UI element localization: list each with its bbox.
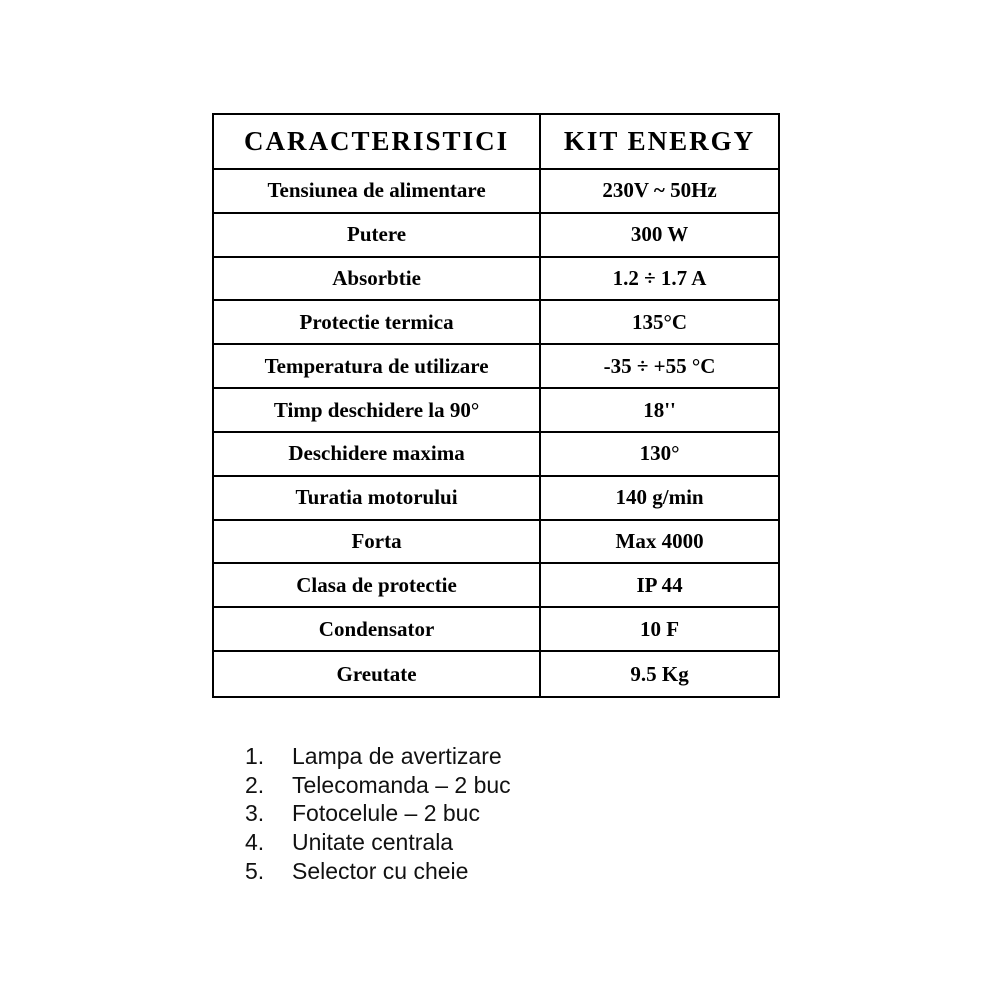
table-header-caracteristici: CARACTERISTICI bbox=[214, 115, 541, 170]
table-row-value: 9.5 Kg bbox=[630, 661, 689, 686]
table-row-label: Condensator bbox=[214, 608, 541, 652]
table-row-label: Absorbtie bbox=[214, 258, 541, 302]
table-row-label: Deschidere maxima bbox=[214, 433, 541, 477]
table-row-label: Protectie termica bbox=[214, 301, 541, 345]
table-header-kit-energy: KIT ENERGY bbox=[541, 115, 778, 170]
table-row-value: 300 W bbox=[541, 214, 778, 258]
list-item-number: 2. bbox=[245, 771, 265, 798]
table-row-label: Tensiunea de alimentare bbox=[214, 170, 541, 214]
table-row-label: Clasa de protectie bbox=[214, 564, 541, 608]
table-row-label: Temperatura de utilizare bbox=[214, 345, 541, 389]
list-item bbox=[245, 800, 511, 829]
list-item-text: Lampa de avertizare bbox=[292, 742, 502, 769]
list-item-text: Unitate centrala bbox=[292, 829, 454, 856]
list-item bbox=[245, 742, 511, 771]
table-row-value: Max 4000 bbox=[541, 521, 778, 565]
list-item bbox=[245, 857, 511, 886]
table-row-label: Putere bbox=[214, 214, 541, 258]
list-item bbox=[245, 771, 511, 800]
list-item-number: 1. bbox=[245, 742, 265, 769]
table-row-label: Turatia motorului bbox=[214, 477, 541, 521]
spec-table bbox=[212, 113, 780, 698]
table-row-value: 135°C bbox=[541, 301, 778, 345]
table-row-value: 140 g/min bbox=[541, 477, 778, 521]
list-item bbox=[245, 828, 511, 857]
table-row-value: IP 44 bbox=[541, 564, 778, 608]
table-row-value: 10 F bbox=[541, 608, 778, 652]
list-item-text: Telecomanda – 2 buc bbox=[292, 771, 511, 798]
table-row-label: Timp deschidere la 90° bbox=[214, 389, 541, 433]
list-item-text: Selector cu cheie bbox=[292, 858, 469, 885]
table-row-value: 18'' bbox=[541, 389, 778, 433]
list-item-text: Fotocelule – 2 buc bbox=[292, 800, 480, 827]
table-row-value: 230V ~ 50Hz bbox=[541, 170, 778, 214]
table-row-value: -35 ÷ +55 °C bbox=[541, 345, 778, 389]
kit-contents-list bbox=[245, 742, 511, 886]
list-item-number: 4. bbox=[245, 829, 265, 856]
list-item-number: 3. bbox=[245, 800, 265, 827]
table-row-label: Forta bbox=[214, 521, 541, 565]
table-row-label: Greutate bbox=[214, 652, 541, 696]
list-item-number: 5. bbox=[245, 858, 265, 885]
table-row-value: 1.2 ÷ 1.7 A bbox=[541, 258, 778, 302]
table-row-value: 130° bbox=[541, 433, 778, 477]
